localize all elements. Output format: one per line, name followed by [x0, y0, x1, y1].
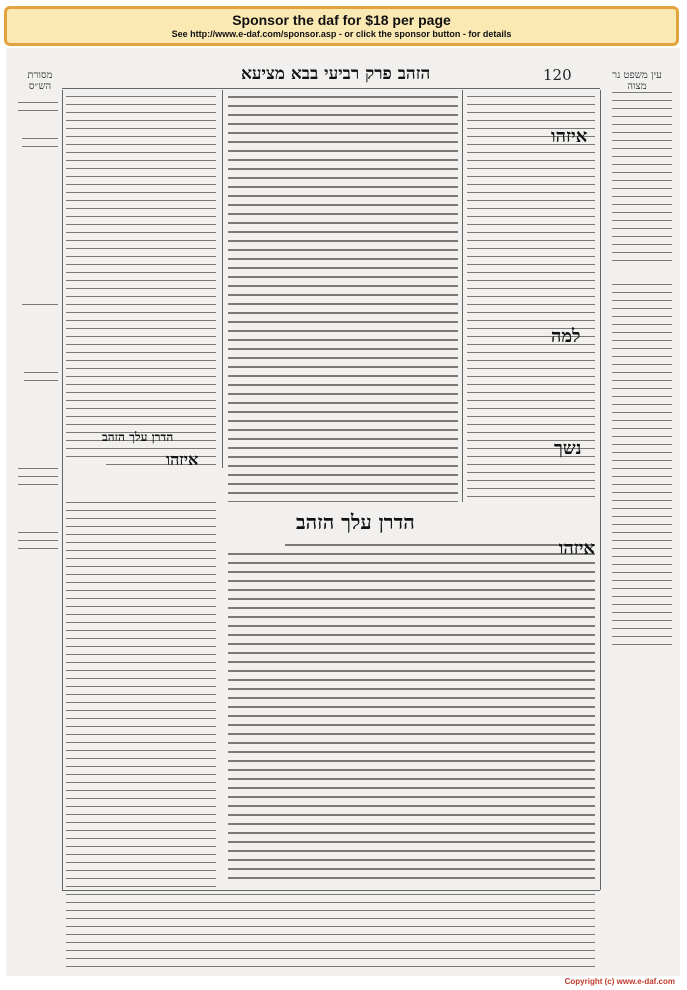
copyright-notice[interactable]: Copyright (c) www.e-daf.com [564, 977, 675, 986]
rule-right-margin [600, 90, 601, 890]
gemara-column-upper [228, 92, 458, 502]
rule-left-margin [62, 90, 63, 890]
neshech-rashi-heading: נשך [554, 438, 582, 459]
page-number: 120 [543, 66, 572, 84]
rule-tosafot-gemara [222, 90, 223, 468]
lama-rashi-heading: למה [551, 326, 581, 347]
eizehu-neshech-opening: איזהו [558, 540, 595, 559]
rule-bottom-commentary [62, 890, 600, 891]
sponsor-link-text[interactable]: See http://www.e-daf.com/sponsor.asp - or click the sponsor button - for details [171, 29, 512, 39]
left-margin-notes [14, 92, 58, 692]
rule-top [62, 88, 600, 89]
bottom-commentary [66, 894, 595, 972]
tosafot-column [66, 92, 216, 887]
sponsor-title: Sponsor the daf for $18 per page [232, 12, 451, 28]
ein-mishpat-header: עין משפט נר מצוה [612, 70, 662, 92]
eizehu-tosafot-heading: איזהו [166, 450, 199, 469]
eizehu-rashi-heading: איזהו [551, 126, 588, 147]
rule-gemara-rashi [462, 90, 463, 502]
gemara-column-lower [228, 540, 595, 886]
right-margin-notes [606, 92, 672, 972]
sponsor-banner[interactable] [4, 6, 679, 46]
running-head: הזהב פרק רביעי בבא מציעא [241, 64, 431, 84]
talmud-page [6, 48, 680, 976]
masoret-hashas-header: מסורת הש״ס [27, 70, 53, 92]
hadran-heading-main: הדרן עלך הזהב [296, 510, 415, 534]
hadran-heading-side: הדרן עלך הזהב [102, 430, 174, 444]
